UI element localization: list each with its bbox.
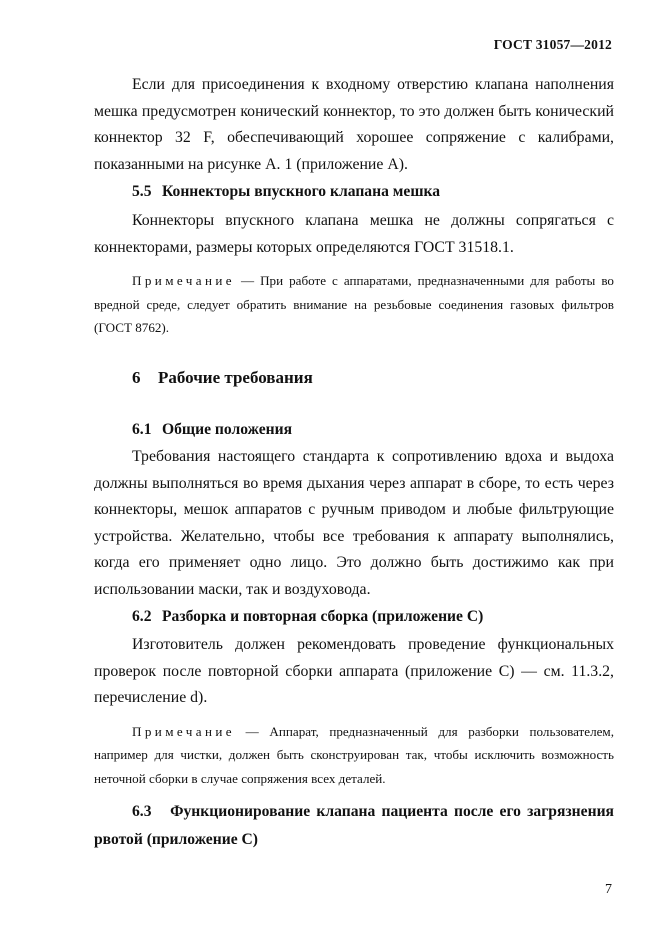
section-5-5-heading: [94, 179, 614, 206]
section-number: 6: [132, 368, 141, 388]
section-number: 6.1: [132, 421, 152, 439]
section-title: Функционирование клапана пациента после его загрязнения рвотой (приложение С): [94, 803, 614, 849]
section-title: Рабочие требования: [158, 368, 313, 388]
section-6-heading: [94, 365, 614, 391]
section-number: 5.5: [132, 183, 152, 201]
note-label: Примечание: [132, 723, 236, 739]
note-2: [94, 720, 614, 790]
intro-paragraph: Если для присоединения к входному отверстию клапана наполнения мешка предусмотрен конический коннектор, то это должен быть конический коннектор 32 F, обеспечивающий хорошее сопряжение с калибрами, показанными на рисунке А. 1 (приложение А).: [94, 76, 614, 173]
note-label: Примечание: [132, 273, 236, 289]
section-5-5-text: Коннекторы впускного клапана мешка не должны сопрягаться с коннекторами, размеры которых определяются ГОСТ 31518.1.: [94, 211, 614, 256]
note-1: [94, 269, 614, 339]
section-title: Коннекторы впускного клапана мешка: [162, 183, 441, 201]
section-6-2-heading: [94, 604, 614, 631]
section-number: 6.3: [132, 803, 152, 821]
section-6-1-text: Требования настоящего стандарта к сопротивлению вдоха и выдоха должны выполняться во время дыхания через аппарат в сборе, то есть через коннекторы, мешок аппаратов с ручным приводом и любые фильтрующие устройства. Желательно, чтобы все требования к аппарату выполнялись, когда его применяет одно лицо. Это должно быть достижимо как при использовании маски, так и воздуховода.: [94, 447, 614, 598]
page-number: 7: [605, 882, 612, 897]
note-text: — Аппарат, предназначенный для разборки пользователем, например для чистки, должен быть сконструирован так, чтобы исключить возможность неточной сборки в случае сопряжения всех деталей.: [94, 723, 614, 786]
section-6-2-text: Изготовитель должен рекомендовать проведение функциональных проверок после повторной сборки аппарата (приложение С) — см. 11.3.2, перечисление d).: [94, 636, 614, 707]
standard-header: ГОСТ 31057—2012: [493, 37, 612, 52]
section-title: Общие положения: [162, 421, 293, 439]
section-title: Разборка и повторная сборка (приложение С): [162, 607, 484, 625]
page-content: [94, 72, 614, 854]
note-text: — При работе с аппаратами, предназначенными для работы во вредной среде, следует обратить внимание на резьбовые соединения газовых фильтров (ГОСТ 8762).: [94, 273, 614, 335]
section-number: 6.2: [132, 607, 152, 625]
section-6-3-heading: [94, 798, 614, 854]
section-6-1-heading: [94, 417, 614, 444]
